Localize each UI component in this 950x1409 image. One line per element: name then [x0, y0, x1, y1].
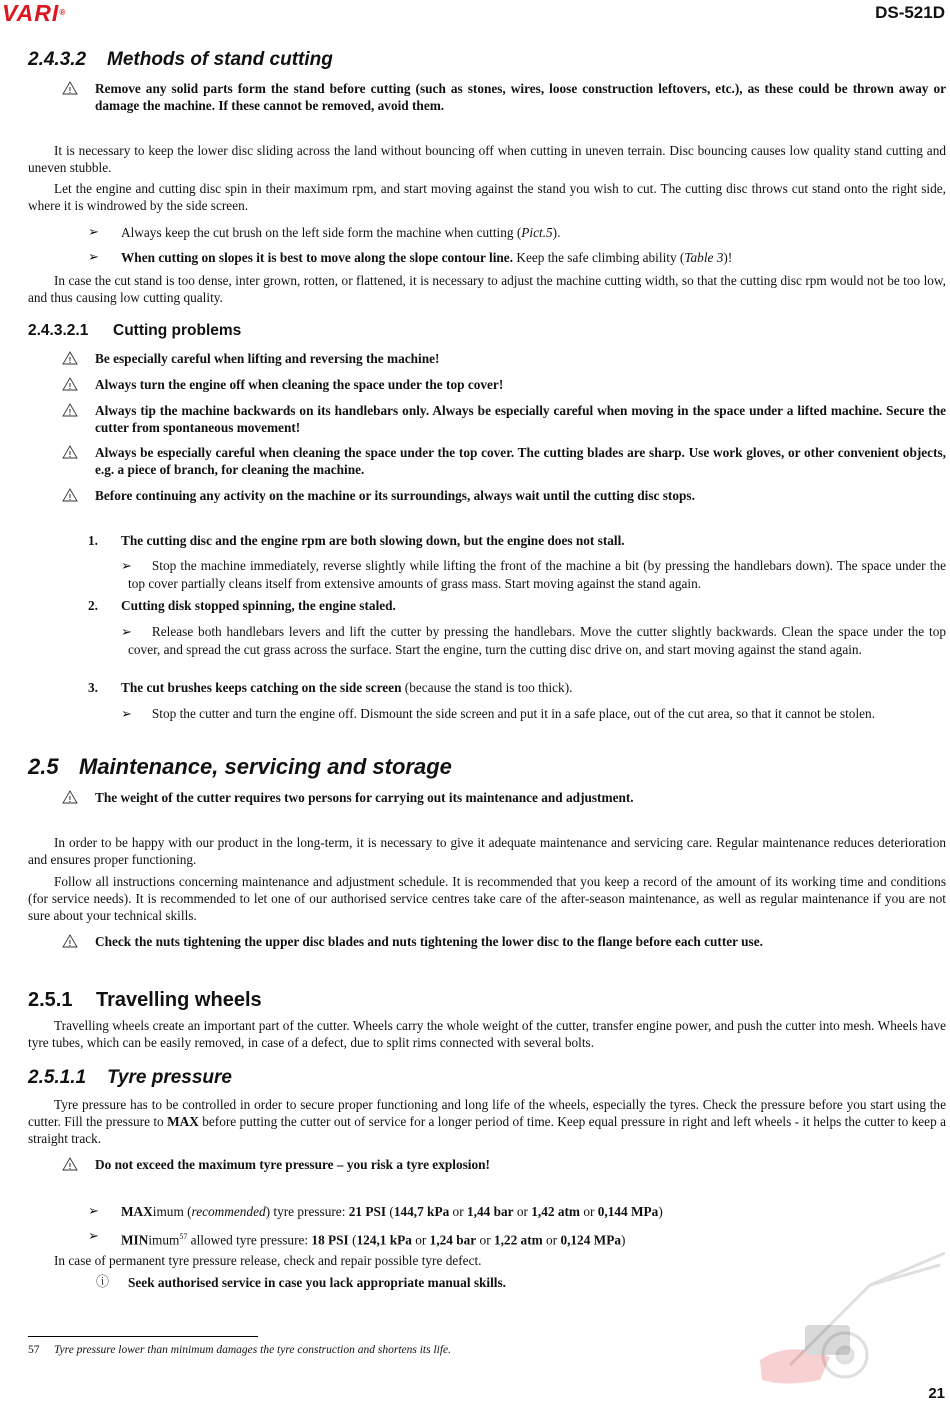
arrow-bullet-icon: ➢	[121, 625, 132, 640]
solution-item: ➢ Release both handlebars levers and lift the cutter by pressing the handlebars. Move the cutter slightly backwards. Clean the space under the top cover, and spread the cut grass across the surface. Start the engine, turn the cutting disc drive on, and start moving against the stand again.	[121, 624, 946, 657]
warning-triangle-icon	[62, 81, 78, 95]
paragraph: Follow all instructions concerning maintenance and adjustment schedule. It is recommended that you keep a record of the amount of its working time and conditions (for service needs). It is recommended to let one of our authorised service centres take care of the after-season maintenance, as well as regular maintenance if you are not sure about your technical skills.	[28, 874, 946, 923]
warning-note: ! Check the nuts tightening the upper disc blades and nuts tightening the lower disc to the flange before each cutter use.	[60, 933, 946, 950]
warning-triangle-icon	[62, 934, 78, 948]
warning-note: ! Always be especially careful when cleaning the space under the top cover. The cutting blades are sharp. Use work gloves, or other convenient objects, e.g. a piece of branch, for cleaning the machine.	[60, 444, 946, 478]
svg-text:!: !	[68, 795, 72, 804]
arrow-bullet-icon: ➢	[88, 1204, 99, 1219]
warning-triangle-icon	[62, 403, 78, 417]
warning-triangle-icon	[62, 377, 78, 391]
svg-text:!: !	[68, 450, 72, 459]
arrow-bullet-icon: ➢	[88, 250, 99, 265]
page-number: 21	[928, 1385, 945, 1402]
warning-note: ! Always turn the engine off when cleaning the space under the top cover!	[60, 376, 946, 393]
svg-text:!: !	[68, 86, 72, 95]
arrow-bullet-icon: ➢	[121, 707, 132, 722]
warning-triangle-icon	[62, 445, 78, 459]
section-heading-25: 2.5 Maintenance, servicing and storage	[28, 754, 452, 779]
arrow-bullet-icon: ➢	[121, 559, 132, 574]
svg-text:!: !	[68, 939, 72, 948]
min-pressure-item: ➢ MINimum$^{57}$ allowed tyre pressure: 18 PSI (124,1 kPa or 1,24 bar or 1,22 atm or 0,124 MPa)	[88, 1229, 626, 1248]
footnote: 57 Tyre pressure lower than minimum damages the tyre construction and shortens its life.	[28, 1344, 452, 1356]
svg-text:!: !	[68, 382, 72, 391]
paragraph: In order to be happy with our product in the long-term, it is necessary to give it adequate maintenance and servicing care. Regular maintenance reduces deterioration and ensures proper functioning.	[28, 835, 946, 867]
warning-note: ! Always tip the machine backwards on its handlebars only. Always be especially careful when moving in the space under a lifted machine. Secure the cutter from spontaneous movement!	[60, 402, 946, 436]
footnote-separator	[28, 1336, 258, 1337]
document-code: DS-521D	[875, 3, 945, 22]
warning-note: ! Remove any solid parts form the stand before cutting (such as stones, wires, loose construction leftovers, etc.), as these could be thrown away or damage the machine. If these cannot be removed, avoid them.	[60, 80, 946, 114]
warning-triangle-icon	[62, 351, 78, 365]
section-heading-2511: 2.5.1.1 Tyre pressure	[28, 1067, 232, 1088]
paragraph: In case of permanent tyre pressure release, check and repair possible tyre defect.	[54, 1253, 482, 1268]
max-pressure-item: ➢ MAXimum (recommended) tyre pressure: 21 PSI (144,7 kPa or 1,44 bar or 1,42 atm or 0,144 MPa)	[88, 1204, 663, 1219]
bullet-item: ➢ Always keep the cut brush on the left side form the machine when cutting (Pict.5).	[88, 225, 561, 240]
arrow-bullet-icon: ➢	[88, 1229, 99, 1244]
solution-item: ➢ Stop the machine immediately, reverse slightly while lifting the front of the machine a bit (by pressing the handlebars down). The space under the top cover partially cleans itself from extensive amounts of grass mass. Start moving against the stand again.	[121, 558, 946, 591]
solution-item: ➢ Stop the cutter and turn the engine off. Dismount the side screen and put it in a safe place, out of the cut area, so that it cannot be stolen.	[121, 706, 876, 722]
problem-item: 2. Cutting disk stopped spinning, the engine staled.	[88, 598, 396, 613]
info-note: ⓘ Seek authorised service in case you lack appropriate manual skills.	[96, 1275, 506, 1290]
brand-logo: VARI®	[2, 0, 67, 26]
svg-text:!: !	[68, 408, 72, 417]
svg-text:!: !	[68, 493, 72, 502]
section-heading-24321: 2.4.3.2.1 Cutting problems	[28, 322, 242, 339]
paragraph: Let the engine and cutting disc spin in their maximum rpm, and start moving against the stand you wish to cut. The cutting disc throws cut stand onto the right side, where it is windrowed by the side screen.	[28, 181, 946, 213]
paragraph: Travelling wheels create an important part of the cutter. Wheels carry the whole weight of the cutter, transfer engine power, and push the cutter into mesh. Wheels have tyre tubes, which can be easily removed, in case of a defect, due to split rims connected with several bolts.	[28, 1018, 946, 1050]
problem-item: 3. The cut brushes keeps catching on the side screen (because the stand is too thick).	[88, 680, 573, 695]
warning-note: ! Before continuing any activity on the machine or its surroundings, always wait until the cutting disc stops.	[60, 487, 946, 504]
section-heading-251: 2.5.1 Travelling wheels	[28, 989, 262, 1011]
info-icon: ⓘ	[96, 1275, 110, 1290]
cutter-watermark-image	[750, 1245, 950, 1395]
svg-text:!: !	[68, 356, 72, 365]
warning-triangle-icon	[62, 1157, 78, 1171]
paragraph: In case the cut stand is too dense, inter grown, rotten, or flattened, it is necessary to adjust the machine cutting width, so that the cutting disc rpm would not be too low, and thus causing low cutting quality.	[28, 273, 946, 305]
arrow-bullet-icon: ➢	[88, 225, 99, 240]
svg-text:!: !	[68, 1162, 72, 1171]
section-heading-2432: 2.4.3.2 Methods of stand cutting	[28, 49, 333, 70]
warning-note: ! The weight of the cutter requires two persons for carrying out its maintenance and adjustment.	[60, 789, 946, 806]
warning-triangle-icon	[62, 488, 78, 502]
paragraph: It is necessary to keep the lower disc sliding across the land without bouncing off when cutting in uneven terrain. Disc bouncing causes low quality stand cutting and uneven stubble.	[28, 143, 946, 175]
bullet-item: ➢ When cutting on slopes it is best to move along the slope contour line. Keep the safe climbing ability (Table 3)!	[88, 250, 733, 265]
warning-triangle-icon	[62, 790, 78, 804]
paragraph: Tyre pressure has to be controlled in order to secure proper functioning and long life of the wheels, especially the tyres. Check the pressure before you start using the cutter. Fill the pressure to MAX before putting the cutter out of service for a longer period of time. Keep equal pressure in right and left wheels - it helps the cutter to keep a straight track.	[28, 1097, 946, 1146]
warning-note: ! Do not exceed the maximum tyre pressure – you risk a tyre explosion!	[60, 1156, 946, 1173]
warning-note: ! Be especially careful when lifting and reversing the machine!	[60, 350, 946, 367]
problem-item: 1. The cutting disc and the engine rpm are both slowing down, but the engine does not stall.	[88, 533, 625, 548]
